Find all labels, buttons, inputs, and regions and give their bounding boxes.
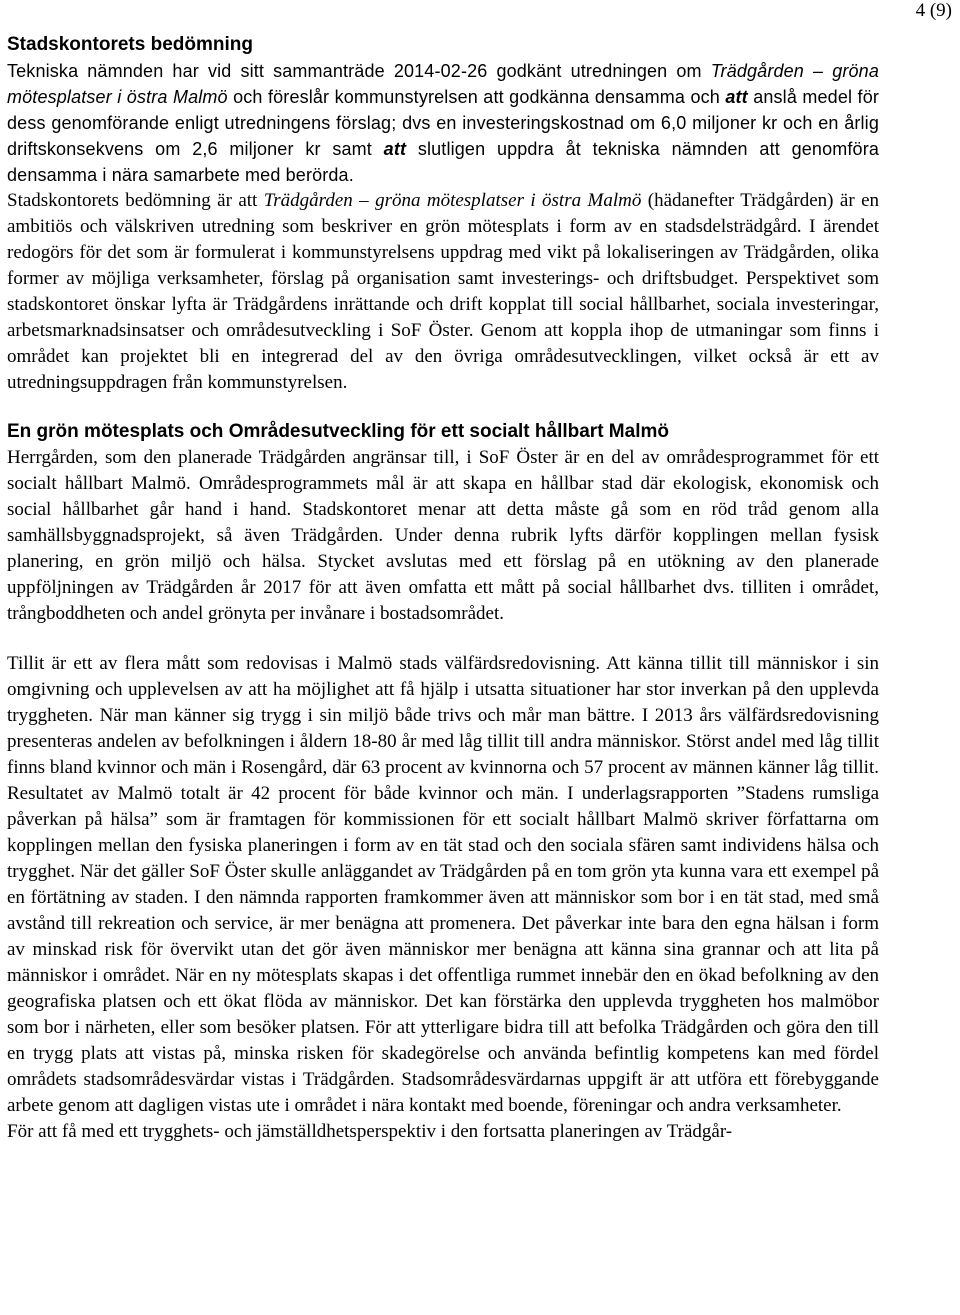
- section-heading-stadskontorets-bedomning: Stadskontorets bedömning: [7, 34, 253, 55]
- text-run: och föreslår kommunstyrelsen att godkänna densamma och: [227, 87, 726, 107]
- paragraph-stadskontorets-bedomning: [7, 188, 879, 396]
- text-run: Stadskontorets bedömning är att: [7, 190, 264, 211]
- text-run: slutligen uppdra åt tekniska nämnden att genomföra densamma i nära samarbete med berörda.: [7, 139, 880, 185]
- text-run: Tekniska nämnden har vid sitt sammanträde 2014-02-26 godkänt utredningen om: [7, 61, 711, 81]
- paragraph-herrgarden: Herrgården, som den planerade Trädgården angränsar till, i SoF Öster är en del av områdesprogrammet för ett socialt hållbart Malmö. Områdesprogrammets mål är att skapa en hållbar stad där ekologisk, ekonomisk och social hållbarhet går hand i hand. Stadskontoret menar att detta måste gå som en röd tråd genom alla samhällsbyggnadsprojekt, så även Trädgården. Under denna rubrik lyfts därför kopplingen mellan fysisk planering, en grön miljö och hälsa. Stycket avslutas med ett förslag på en utökning av den planerade uppföljningen av Trädgården år 2017 för att även omfatta ett mått på social hållbarhet dvs. tilliten i området, trångboddheten och andel grönyta per invånare i bostadsområdet.: [7, 447, 879, 624]
- emphasis-att: att: [725, 87, 748, 107]
- emphasis-att: att: [383, 139, 407, 159]
- page-content: [7, 32, 879, 1145]
- section-heading-gron-motesplats: En grön mötesplats och Områdesutveckling för ett socialt hållbart Malmö: [7, 421, 669, 442]
- text-run: anslå medel för dess genomförande enligt utredningens förslag; dvs en investeringskostnad om 6,0 miljoner kr och en årlig driftskonsekvens om 2,6 miljoner kr samt: [7, 87, 879, 159]
- document-title-italic: Trädgården – gröna mötesplatser i östra Malmö: [263, 190, 642, 211]
- paragraph-trygghet-jamstalldhet: För att få med ett trygghets- och jämställdhetsperspektiv i den fortsatta planeringen av Trädgår-: [7, 1121, 733, 1142]
- paragraph-tekniska-namnden: [7, 58, 879, 188]
- document-title-italic: Trädgården – gröna mötesplatser i östra Malmö: [7, 61, 879, 107]
- page-number: 4 (9): [915, 0, 952, 21]
- paragraph-tillit: Tillit är ett av flera mått som redovisas i Malmö stads välfärdsredovisning. Att känna tillit till människor i sin omgivning och upplevelsen av att ha möjlighet att få hjälp i utsatta situationer har stor inverkan på den upplevda tryggheten. När man känner sig trygg i sin miljö både trivs och mår man bättre. I 2013 års välfärdsredovisning presenteras andelen av befolkningen i åldern 18-80 år med låg tillit till andra människor. Störst andel med låg tillit finns bland kvinnor och män i Rosengård, där 63 procent av kvinnorna och 57 procent av männen känner låg tillit. Resultatet av Malmö totalt är 42 procent för både kvinnor och män. I underlagsrapporten ”Stadens rumsliga påverkan på hälsa” som är framtagen för kommissionen för ett socialt hållbart Malmö skriver författarna om kopplingen mellan den fysiska planeringen i form av en tät stad och den sociala sfären samt individens hälsa och trygghet. När det gäller SoF Öster skulle anläggandet av Trädgården på en tom grön yta kunna vara ett exempel på en förtätning av staden. I den nämnda rapporten framkommer även att människor som bor i en tät stad, med små avstånd till rekreation och service, är mer benägna att promenera. Det påverkar inte bara den egna hälsan i form av minskad risk för övervikt utan det gör även människor mer benägna att känna sina grannar och att lita på människor i området. När en ny mötesplats skapas i det offentliga rummet innebär den en ökad befolkning av den geografiska platsen och ett ökat flöda av människor. Det kan förstärka den upplevda tryggheten hos malmöbor som bor i närheten, eller som besöker platsen. För att ytterligare bidra till att befolka Trädgården och göra den till en trygg plats att vistas på, minska risken för skadegörelse och använda befintlig kompetens kan med fördel områdets stadsområdesvärdar vistas i Trädgården. Stadsområdesvärdarnas uppgift är att utföra ett förebyggande arbete genom att dagligen vistas ute i området i nära kontakt med boende, föreningar och andra verksamheter.: [7, 653, 879, 1116]
- text-run: (hädanefter Trädgården) är en ambitiös och välskriven utredning som beskriver en grön mötesplats i form av en stadsdelsträdgård. I ärendet redogörs för det som är formulerat i kommunstyrelsens uppdrag med vikt på lokaliseringen av Trädgården, olika former av möjliga verksamheter, förslag på organisation samt investerings- och driftsbudget. Perspektivet som stadskontoret önskar lyfta är Trädgårdens inrättande och drift kopplat till social hållbarhet, sociala investeringar, arbetsmarknadsinsatser och områdesutveckling i SoF Öster. Genom att koppla ihop de utmaningar som finns i området kan projektet bli en integrerad del av den övriga områdesutvecklingen, vilket också är ett av utredningsuppdragen från kommunstyrelsen.: [7, 190, 879, 393]
